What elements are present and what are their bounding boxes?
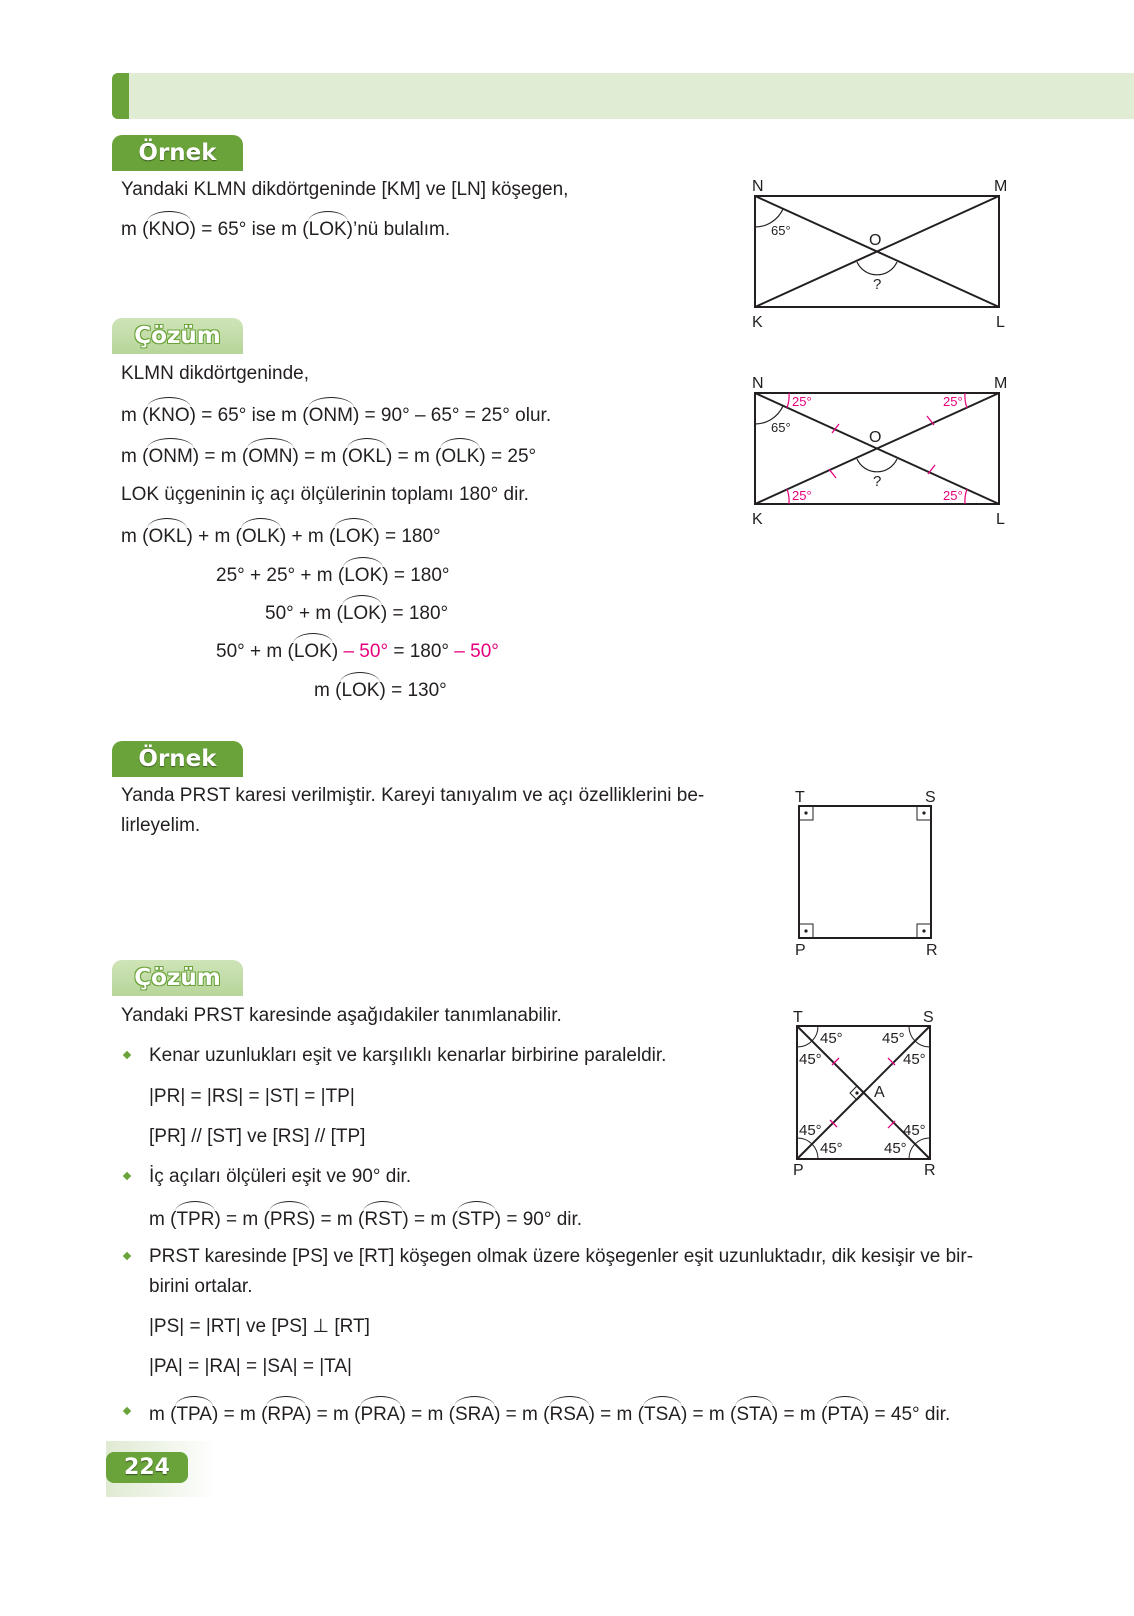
vertex-label-s: S [925, 789, 936, 806]
bullet3-line2: birini ortalar. [149, 1276, 253, 1297]
solution1-line4: LOK üçgeninin iç açı ölçülerinin toplamı 180° dir. [121, 484, 529, 505]
angle-label-45: 45° [903, 1051, 926, 1068]
angle-label-25: 25° [943, 488, 963, 503]
vertex-label-n: N [752, 178, 764, 195]
page-number: 224 [124, 1455, 170, 1480]
unknown-angle-label: ? [873, 276, 882, 293]
vertex-label-p: P [793, 1162, 804, 1179]
equation-diagonals: |PS| = |RT| ve [PS] ⊥ [RT] [149, 1316, 370, 1337]
vertex-label-t: T [793, 1009, 803, 1026]
angle-label-25: 25° [792, 488, 812, 503]
solution1-line6: 25° + 25° + m (LOK) = 180° [216, 562, 450, 587]
example2-line1: Yanda PRST karesi verilmiştir. Kareyi tanıyalım ve açı özelliklerini be- [121, 785, 705, 806]
equation-parallel-sides: [PR] // [ST] ve [RS] // [TP] [149, 1126, 366, 1147]
bullet3-line1: PRST karesinde [PS] ve [RT] köşegen olmak üzere köşegenler eşit uzunluktadır, dik kesişir ve bir- [149, 1246, 974, 1267]
solution1-line8: 50° + m (LOK) – 50° = 180° – 50° [216, 638, 499, 663]
bullet2-text: İç açıları ölçüleri eşit ve 90° dir. [149, 1166, 412, 1187]
equation-45-angles: m (TPA) = m (RPA) = m (PRA) = m (SRA) = m (RSA) = m (TSA) = m (STA) = m (PTA) = 45° dir. [149, 1401, 950, 1426]
angle-label-45: 45° [903, 1122, 926, 1139]
solution2-intro: Yandaki PRST karesinde aşağıdakiler tanımlanabilir. [121, 1005, 562, 1026]
angle-label-45: 45° [799, 1051, 822, 1068]
vertex-label-k: K [752, 314, 763, 331]
solution1-line9: m (LOK) = 130° [314, 677, 447, 702]
center-label-o: O [869, 429, 882, 446]
angle-label-65: 65° [771, 420, 791, 435]
example-badge: Örnek [112, 741, 243, 777]
vertex-label-l: L [996, 314, 1005, 331]
solution1-line7: 50° + m (LOK) = 180° [265, 600, 448, 625]
solution1-line5: m (OKL) + m (OLK) + m (LOK) = 180° [121, 523, 441, 548]
vertex-label-r: R [924, 1162, 936, 1179]
equation-equal-sides: |PR| = |RS| = |ST| = |TP| [149, 1086, 355, 1107]
example1-line1: Yandaki KLMN dikdörtgeninde [KM] ve [LN] köşegen, [121, 179, 569, 200]
angle-label-65: 65° [771, 223, 791, 238]
vertex-label-r: R [926, 942, 938, 959]
solution1-line3: m (ONM) = m (OMN) = m (OKL) = m (OLK) = 25° [121, 443, 536, 468]
angle-label-25: 25° [792, 394, 812, 409]
vertex-label-t: T [795, 789, 805, 806]
vertex-label-m: M [994, 178, 1008, 195]
vertex-label-p: P [795, 942, 806, 959]
equation-right-angles: m (TPR) = m (PRS) = m (RST) = m (STP) = 90° dir. [149, 1206, 582, 1231]
equation-half-diagonals: |PA| = |RA| = |SA| = |TA| [149, 1356, 352, 1377]
solution1-intro: KLMN dikdörtgeninde, [121, 363, 309, 384]
center-label-a: A [874, 1084, 885, 1101]
unknown-angle-label: ? [873, 473, 882, 490]
angle-label-45: 45° [884, 1140, 907, 1157]
vertex-label-l: L [996, 511, 1005, 528]
example1-line2: m (KNO) = 65° ise m (LOK)’nü bulalım. [121, 216, 450, 241]
vertex-label-n: N [752, 375, 764, 392]
solution-badge: Çözüm [112, 318, 243, 354]
vertex-label-s: S [923, 1009, 934, 1026]
angle-label-45: 45° [820, 1140, 843, 1157]
vertex-label-k: K [752, 511, 763, 528]
example2-line2: lirleyelim. [121, 815, 201, 836]
angle-label-45: 45° [820, 1030, 843, 1047]
angle-label-25: 25° [943, 394, 963, 409]
angle-label-45: 45° [799, 1122, 822, 1139]
bullet1-text: Kenar uzunlukları eşit ve karşılıklı kenarlar birbirine paraleldir. [149, 1045, 667, 1066]
solution-badge: Çözüm [112, 960, 243, 996]
angle-label-45: 45° [882, 1030, 905, 1047]
vertex-label-m: M [994, 375, 1008, 392]
center-label-o: O [869, 232, 882, 249]
example-badge: Örnek [112, 135, 243, 171]
solution1-line2: m (KNO) = 65° ise m (ONM) = 90° – 65° = 25° olur. [121, 402, 551, 427]
